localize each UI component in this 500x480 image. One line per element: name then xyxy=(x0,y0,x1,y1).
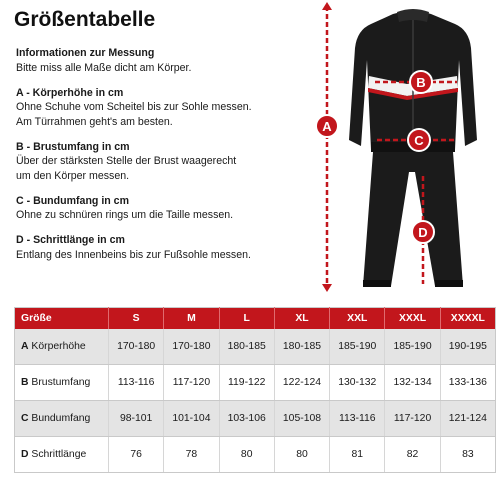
table-cell: 133-136 xyxy=(440,365,495,401)
table-cell: 98-101 xyxy=(109,401,164,437)
info-item-line: Über der stärksten Stelle der Brust waagerecht xyxy=(16,155,237,167)
info-item-line: Ohne zu schnüren rings um die Taille messen. xyxy=(16,209,234,221)
marker-d-label: D xyxy=(418,225,428,240)
info-item-heading: D - Schrittlänge in cm xyxy=(16,234,125,246)
info-item-heading: C - Bundumfang in cm xyxy=(16,194,129,207)
pants-shape xyxy=(363,152,463,286)
table-row xyxy=(15,329,496,365)
table-cell: 103-106 xyxy=(219,401,274,437)
tracksuit-figure xyxy=(305,0,500,295)
table-cell: 180-185 xyxy=(274,329,329,365)
table-cell: 132-134 xyxy=(385,365,440,401)
table-cell: 78 xyxy=(164,437,219,473)
row-prefix: A xyxy=(21,341,29,352)
info-item-line: Ohne Schuhe vom Scheitel bis zur Sohle messen. xyxy=(16,101,252,113)
table-cell: 83 xyxy=(440,437,495,473)
table-cell: 185-190 xyxy=(385,329,440,365)
row-label xyxy=(15,365,109,401)
table-cell: 121-124 xyxy=(440,401,495,437)
header-cell: S xyxy=(109,308,164,330)
row-label xyxy=(15,401,109,437)
marker-b-label: B xyxy=(416,75,426,90)
table-cell: 113-116 xyxy=(109,365,164,401)
info-item-line: Am Türrahmen geht's am besten. xyxy=(16,115,173,128)
row-label-text: Schrittlänge xyxy=(28,449,87,460)
info-item-a xyxy=(16,86,316,130)
table-cell: 82 xyxy=(385,437,440,473)
arrow-down-icon xyxy=(322,284,332,292)
table-cell: 185-190 xyxy=(330,329,385,365)
info-heading: Informationen zur Messung xyxy=(16,47,155,59)
table-row xyxy=(15,365,496,401)
header-cell: XXL xyxy=(330,308,385,330)
table-cell: 81 xyxy=(330,437,385,473)
header-cell: Größe xyxy=(15,308,109,330)
table-cell: 119-122 xyxy=(219,365,274,401)
pant-cuff-right xyxy=(435,280,463,287)
table-cell: 80 xyxy=(219,437,274,473)
marker-a-label: A xyxy=(322,119,332,134)
info-intro: Bitte miss alle Maße dicht am Körper. xyxy=(16,61,192,74)
pant-cuff-left xyxy=(363,280,391,287)
arrow-up-icon xyxy=(322,2,332,10)
row-prefix: B xyxy=(21,377,29,388)
table-cell: 101-104 xyxy=(164,401,219,437)
row-prefix: D xyxy=(21,449,29,460)
row-prefix: C xyxy=(21,413,29,424)
info-item-heading: B - Brustumfang in cm xyxy=(16,140,130,153)
page-title: Größentabelle xyxy=(14,8,156,31)
table-cell: 117-120 xyxy=(385,401,440,437)
table-cell: 180-185 xyxy=(219,329,274,365)
measurement-info xyxy=(16,46,316,273)
table-cell: 105-108 xyxy=(274,401,329,437)
info-item-heading: A - Körperhöhe in cm xyxy=(16,86,124,99)
table-cell: 76 xyxy=(109,437,164,473)
info-item-d xyxy=(16,233,316,262)
table-row xyxy=(15,437,496,473)
header-cell: L xyxy=(219,308,274,330)
table-cell: 170-180 xyxy=(109,329,164,365)
info-item-c xyxy=(16,194,316,223)
row-label-text: Bundumfang xyxy=(28,413,91,424)
header-cell: XL xyxy=(274,308,329,330)
row-label xyxy=(15,329,109,365)
header-cell: XXXL xyxy=(385,308,440,330)
table-cell: 113-116 xyxy=(330,401,385,437)
table-cell: 190-195 xyxy=(440,329,495,365)
table-cell: 130-132 xyxy=(330,365,385,401)
size-table-header xyxy=(15,308,496,330)
header-cell: XXXXL xyxy=(440,308,495,330)
table-cell: 80 xyxy=(274,437,329,473)
info-item-b xyxy=(16,140,316,184)
table-cell: 170-180 xyxy=(164,329,219,365)
table-cell: 117-120 xyxy=(164,365,219,401)
row-label-text: Körperhöhe xyxy=(28,341,86,352)
row-label xyxy=(15,437,109,473)
info-item-line: um den Körper messen. xyxy=(16,169,130,182)
table-cell: 122-124 xyxy=(274,365,329,401)
row-label-text: Brustumfang xyxy=(28,377,91,388)
marker-c-label: C xyxy=(414,133,424,148)
info-item-line: Entlang des Innenbeins bis zur Fußsohle messen. xyxy=(16,248,251,261)
table-row xyxy=(15,401,496,437)
header-cell: M xyxy=(164,308,219,330)
size-table xyxy=(14,307,496,473)
